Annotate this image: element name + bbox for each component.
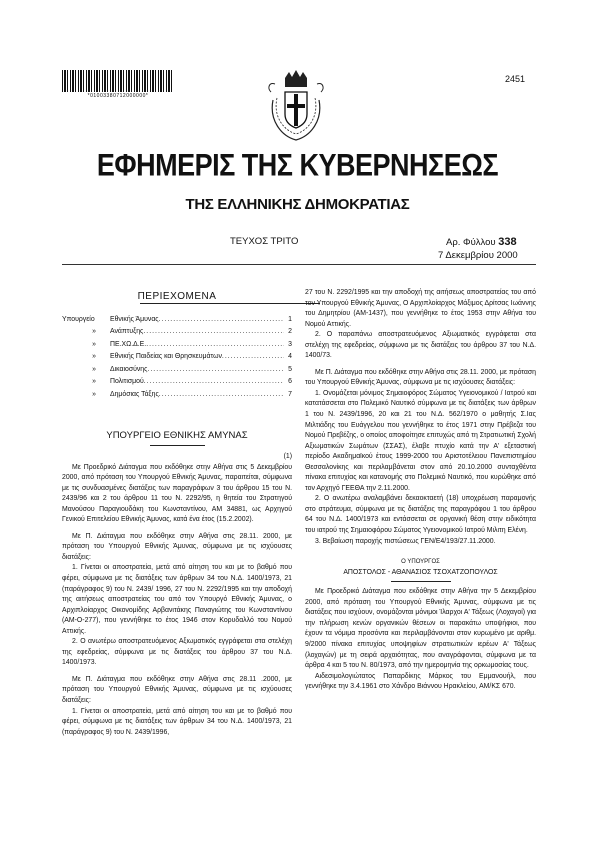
toc-row: » ΠΕ.ΧΩ.Δ.Ε. ..... 3: [62, 335, 292, 348]
gazette-subtitle: ΤΗΣ ΕΛΛΗΝΙΚΗΣ ΔΗΜΟΚΡΑΤΙΑΣ: [185, 196, 410, 213]
paragraph: 27 του Ν. 2292/1995 και την αποδοχή της αιτήσεως αποστρατείας του από τον Υπουργού Εθνικής Άμυνας, Ο Αρχιπλοίαρχος Μάξιμος Δρίτσας Ιωάννης του Δημητρίου (ΑΜ-1437), που γεννήθηκε το έτος 1953 στην Αθήνα του Νομού Αττικής.: [305, 289, 536, 328]
sheet-number-value: 338: [498, 236, 517, 248]
paragraph: Αιδεσιμολογιώτατος Παπαρδίκης Μάρκος του Εμμανουήλ, που γεννήθηκε την 3.4.1961 στο Χάνδρο Βιάννου Ηρακλείου, ΑΜ/ΚΣ 670.: [305, 672, 536, 691]
paragraph: Με Προεδρικό Διάταγμα που εκδόθηκε στην Αθήνα την 5 Δεκεμβρίου 2000, από πρόταση του Υπουργού Εθνικής Άμυνας, σύμφωνα με τις διατάξεις που ισχύουν, ονομάζονται μόνιμοι Ίλαρχοι Α' Τάξεως (Λοχαγοί) για την πλήρωση κενών οργανικών θέσεων οι παρακάτω υποψήφιοι, που έχουν τα νόμιμα προσόντα και περιλαμβάνονται στον κυρωμένο με αριθμ. 9/2000 πίνακα επιτυχίας υποψηφίων στρατιωτικών ιερέων Α' Τάξεως (λοχαγών) με τη σειρά αρχαιότητας, που αναγράφονται, σύμφωνα με τα άρθρα 4 και 5 του Ν. 80/1973, από την ημερομηνία της ορκωμοσίας τους.: [305, 588, 536, 670]
issue-label: ΤΕΥΧΟΣ ΤΡΙΤΟ: [230, 236, 299, 247]
signer-role: Ο ΥΠΟΥΡΓΟΣ: [401, 559, 440, 566]
signer-name: ΑΠΟΣΤΟΛΟΣ - ΑΘΑΝΑΣΙΟΣ ΤΣΟΧΑΤΖΟΠΟΥΛΟΣ: [343, 568, 498, 576]
issue-date: 7 Δεκεμβρίου 2000: [438, 250, 518, 261]
right-column: [305, 288, 536, 693]
paragraph: Με Προεδρικό Διάταγμα που εκδόθηκε στην Αθήνα στις 5 Δεκεμβρίου 2000, από πρόταση του Υπουργού Εθνικής Άμυνας, παραιτείται, σύμφωνα με τις συνδυασμένες διατάξεις των παραγράφων 3 του άρθρου 15 του Ν. 2439/96 και 2 του άρθρου 11 του Ν. 2292/95, η θητεία του Στρατηγού Μανούσου Παραγιουδάκη του Κωνσταντίνου, ΑΜ 34881, ως Αρχηγού Γενικού Επιτελείου Εθνικής Άμυνας, κατά ένα έτος (15.2.2002).: [62, 463, 292, 524]
decision-number: (1): [283, 453, 292, 460]
toc-row: » Εθνικής Παιδείας και Θρησκευμάτων ..... 4: [62, 348, 292, 361]
section-title: ΥΠΟΥΡΓΕΙΟ ΕΘΝΙΚΗΣ ΑΜΥΝΑΣ: [106, 430, 248, 441]
toc-row: » Πολιτισμού ..... 6: [62, 373, 292, 386]
sheet-number: [446, 236, 517, 248]
toc-title: ΠΕΡΙΕΧΟΜΕΝΑ: [137, 291, 217, 302]
toc-row: » Ανάπτυξης ..... 2: [62, 323, 292, 336]
section-divider: [150, 445, 205, 446]
toc-row: » Δημόσιας Τάξης ..... 7: [62, 385, 292, 398]
gazette-title: ΕΦΗΜΕΡΙΣ ΤΗΣ ΚΥΒΕΡΝΗΣΕΩΣ: [96, 147, 499, 183]
paragraph: 1. Γίνεται οι αποστρατεία, μετά από αίτηση του και με το βαθμό που φέρει, σύμφωνα με τις διατάξεις των άρθρων 34 του Ν.Δ. 1400/1973, 21 (παράγραφος 9) του Ν. 2439/1996,: [62, 707, 292, 736]
toc-divider: [140, 303, 320, 304]
greek-coat-of-arms-icon: [263, 70, 329, 144]
paragraph: 1. Γίνεται οι αποστρατεία, μετά από αίτηση του και με το βαθμό που φέρει, σύμφωνα με τις διατάξεις των άρθρων 34 του Ν.Δ. 1400/1973, 21 (παράγραφος 9) του Ν. 2439/ 1996, 27 του Ν. 2292/1995 και την αποδοχή της αιτήσεως αποστρατείας του από τον Υπουργό Εθνικής Άμυνας, ο Αρχιπλοίαρχος Οικονομίδης Αρβανιτάκης Παναγιώτης του Κωνσταντίνου (ΑΜ-Ο-277), που γεννήθηκε το έτος 1946 στον Κορυδαλλό του Νομού Αττικής.: [62, 564, 292, 635]
paragraph: 3. Βεβαίωση παροχής πιστώσεως ΓΕΝ/Ε4/193/27.11.2000.: [315, 537, 496, 545]
header-divider: [62, 264, 536, 265]
left-column: [62, 452, 292, 738]
paragraph: 2. Ο ανωτέρω αναλαμβάνει δεκαοκταετή (18) υποχρέωση παραμονής στο στράτευμα, σύμφωνα με τις διατάξεις της παραγράφου 1 του άρθρου 64 του Ν.Δ. 1400/1973 και εντάσσεται σε οργανική θέση στην ειδικότητα του ιατρού της Σημαιοφόρου Σώματος Υγειονομικού Ιατρού Μιλιτη Ελένη.: [305, 495, 536, 535]
page-number: 2451: [505, 74, 526, 84]
barcode-number: *01003380712000000*: [87, 93, 149, 99]
sheet-label: Αρ. Φύλλου: [446, 237, 496, 248]
signature-divider: [391, 581, 451, 582]
paragraph: Με Π. Διάταγμα που εκδόθηκε στην Αθήνα στις 28.11. 2000, με πρόταση του Υπουργού Εθνικής Άμυνας, σύμφωνα με τις ισχύουσες διατάξεις:: [62, 532, 292, 561]
paragraph: 2. Ο ανωτέρω αποστρατευόμενος Αξιωματικός εγγράφεται στα στελέχη της εφεδρείας, σύμφωνα με τις διατάξεις του άρθρου 37 του Ν.Δ. 1400/1973.: [62, 638, 292, 667]
paragraph: Με Π. Διάταγμα που εκδόθηκε στην Αθήνα στις 28.11 .2000, με πρόταση του Υπουργού Εθνικής Άμυνας, σύμφωνα με τις ισχύουσες διατάξεις:: [62, 675, 292, 705]
barcode: [62, 70, 174, 92]
table-of-contents: [62, 310, 292, 398]
paragraph: 2. Ο παραπάνω αποστρατευόμενος Αξιωματικός εγγράφεται στα στελέχη της εφεδρείας, σύμφωνα με τις διατάξεις του άρθρου 37 του Ν.Δ. 1400/73.: [305, 331, 536, 360]
toc-row: Υπουργείο Εθνικής Άμυνας ..... 1: [62, 310, 292, 323]
toc-row: » Δικαιοσύνης ..... 5: [62, 360, 292, 373]
paragraph: 1. Ονομάζεται μόνιμος Σημαιοφόρος Σώματος Υγειονομικού / Ιατρού και κατατάσσεται στο Πολεμικό Ναυτικό σύμφωνα με τις διατάξεις των άρθρων 1 του Ν. 2439/1996, 20 και 21 του Ν.Δ. 562/1970 ο μαθητής Σ.Ιας Μιλτιάδης του Ευάγγελου που γεννήθηκε το έτος 1971 στην Πρέβεζα του Νομού Πρεβέζης, ο οποίος αποφοίτησε επιτυχώς από τη Στρατιωτική Σχολή Αξιωματικών Σωμάτων (ΣΣΑΣ), έλαβε πτυχίο κατά την Α' εξεταστική περίοδο Ακαδημαϊκού έτους 1999-2000 του Αριστοτέλειου Πανεπιστημίου Θεσσαλονίκης και περιλαμβάνεται στον από 20.10.2000 συνταχθέντα πίνακα επιτυχίας και κατανομής στο Πολεμικό Ναυτικό, που κυρώθηκε από τον Αρχηγό ΓΕΕΘΑ την 2.11.2000.: [305, 389, 536, 492]
paragraph: Με Π. Διάταγμα που εκδόθηκε στην Αθήνα στις 28.11. 2000, με πρόταση του Υπουργού Εθνικής Άμυνας, σύμφωνα με τις ισχύουσες διατάξεις:: [305, 368, 536, 387]
